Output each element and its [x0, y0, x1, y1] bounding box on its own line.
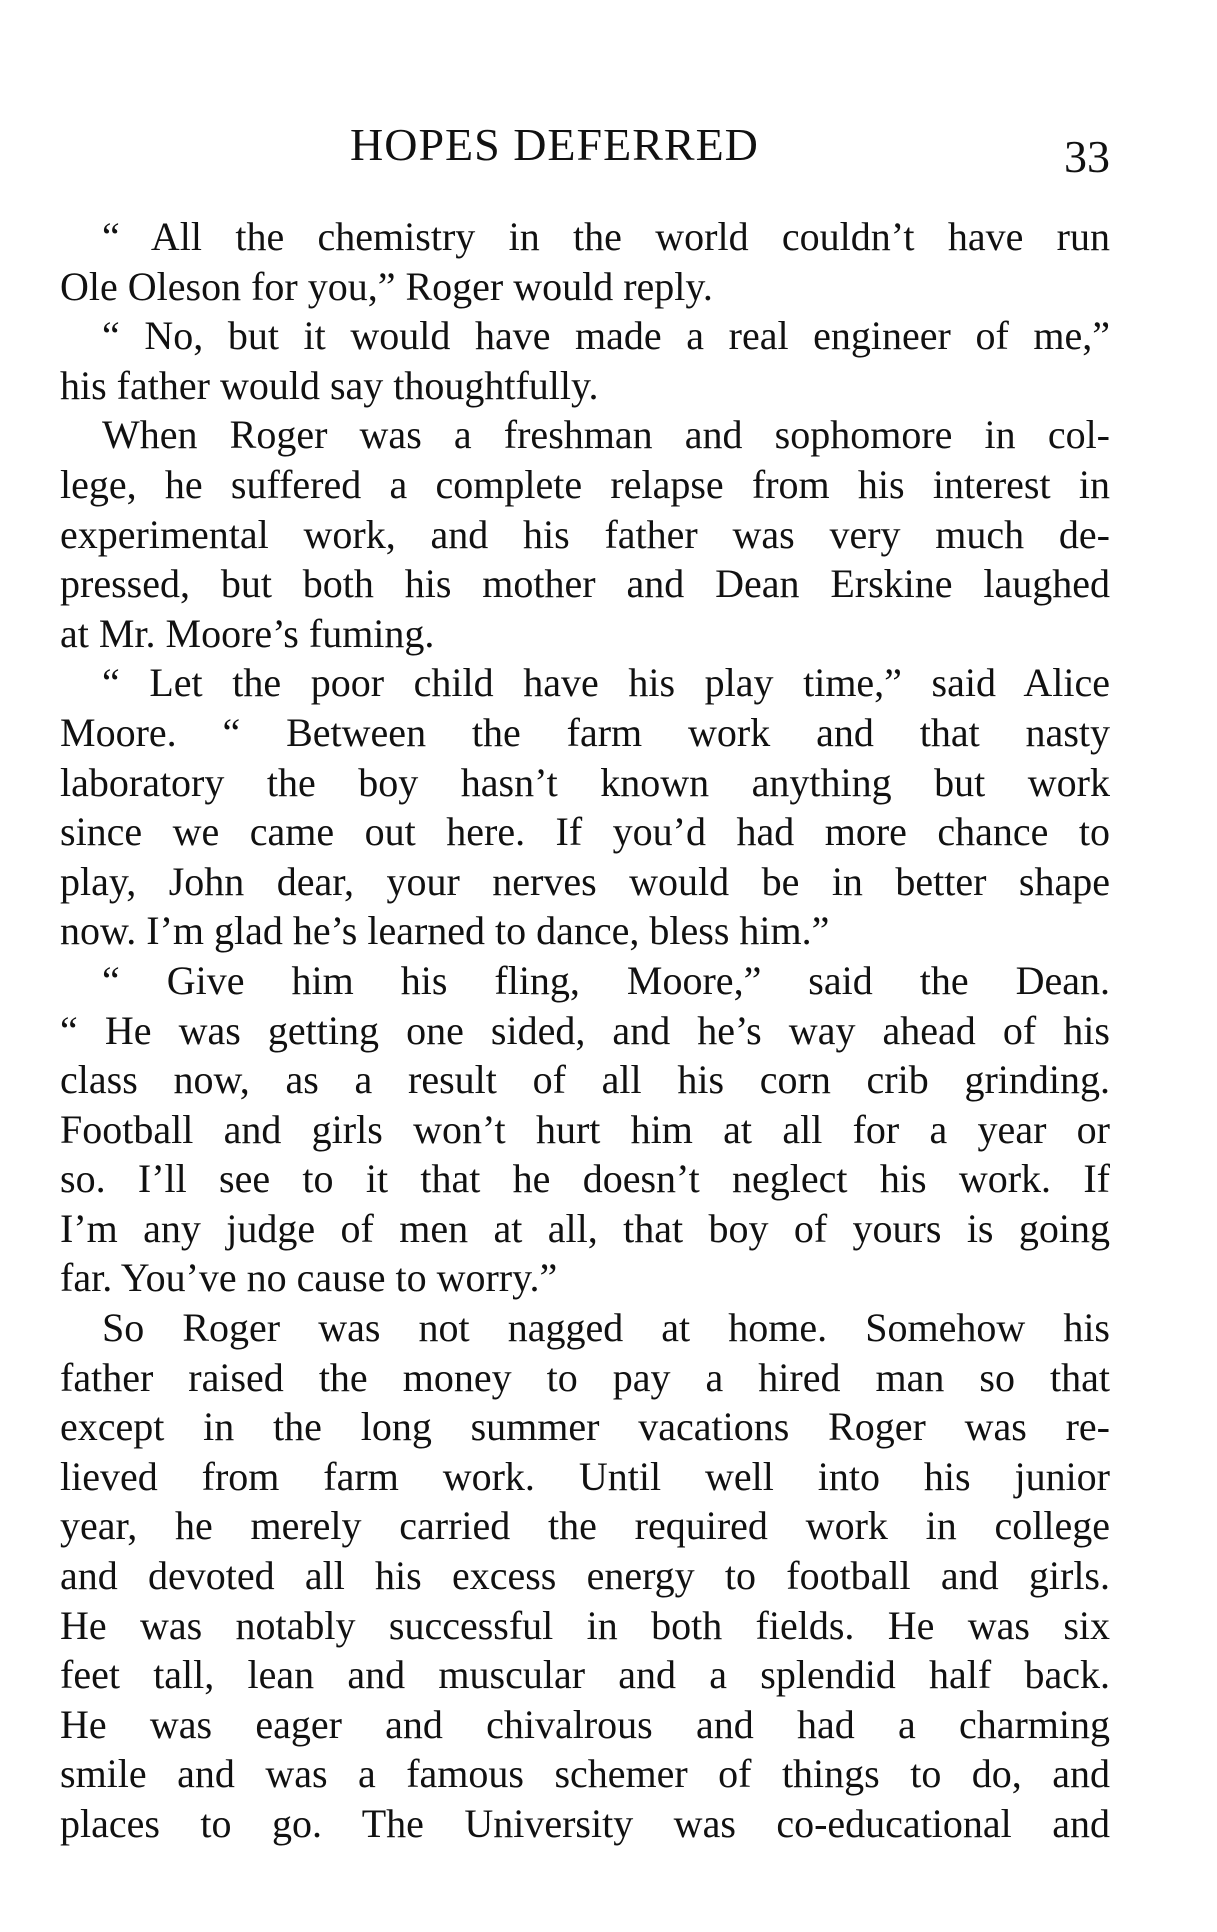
text-line: “ No, but it would have made a real engineer of me,” [102, 313, 1110, 359]
text-line: Football and girls won’t hurt him at all for a year or [60, 1106, 1110, 1152]
text-line: except in the long summer vacations Roger was re- [60, 1404, 1110, 1450]
text-line: When Roger was a freshman and sophomore in col- [102, 412, 1110, 458]
text-line: so. I’ll see to it that he doesn’t neglect his work. If [60, 1156, 1110, 1202]
text-line: lieved from farm work. Until well into his junior [60, 1453, 1110, 1499]
text-line: lege, he suffered a complete relapse from his interest in [60, 461, 1110, 507]
text-line: feet tall, lean and muscular and a splendid half back. [60, 1652, 1110, 1698]
text-line: He was eager and chivalrous and had a charming [60, 1701, 1110, 1747]
text-line: pressed, but both his mother and Dean Erskine laughed [60, 561, 1110, 607]
text-line: father raised the money to pay a hired man so that [60, 1354, 1110, 1400]
text-line: far. You’ve no cause to worry.” [60, 1255, 558, 1301]
text-line: Moore. “ Between the farm work and that nasty [60, 709, 1110, 755]
text-line: I’m any judge of men at all, that boy of yours is going [60, 1205, 1110, 1251]
body-text [60, 212, 1110, 1849]
text-line: “ Let the poor child have his play time,” said Alice [102, 660, 1110, 706]
page-number: 33 [1064, 131, 1110, 182]
text-line: his father would say thoughtfully. [60, 362, 599, 408]
text-line: “ Give him his fling, Moore,” said the Dean. [102, 957, 1110, 1003]
text-line: He was notably successful in both fields. He was six [60, 1602, 1110, 1648]
text-line: now. I’m glad he’s learned to dance, bless him.” [60, 908, 830, 954]
text-line: smile and was a famous schemer of things to do, and [60, 1751, 1110, 1797]
text-line: Ole Oleson for you,” Roger would reply. [60, 263, 713, 309]
text-line: So Roger was not nagged at home. Somehow his [102, 1305, 1110, 1351]
text-line: year, he merely carried the required work in college [60, 1503, 1110, 1549]
text-line: places to go. The University was co-educational and [60, 1801, 1110, 1846]
text-line: experimental work, and his father was very much de- [60, 511, 1110, 557]
text-line: play, John dear, your nerves would be in better shape [60, 858, 1110, 904]
text-line: “ He was getting one sided, and he’s way ahead of his [60, 1007, 1110, 1053]
text-line: since we came out here. If you’d had more chance to [60, 809, 1110, 855]
text-line: class now, as a result of all his corn crib grinding. [60, 1057, 1110, 1103]
text-line: laboratory the boy hasn’t known anything but work [60, 759, 1110, 805]
chapter-title: HOPES DEFERRED [350, 119, 759, 170]
text-line: and devoted all his excess energy to football and girls. [60, 1553, 1110, 1599]
running-head [60, 118, 1110, 182]
text-line: at Mr. Moore’s fuming. [60, 610, 435, 656]
text-line: “ All the chemistry in the world couldn’t have run [102, 214, 1110, 259]
